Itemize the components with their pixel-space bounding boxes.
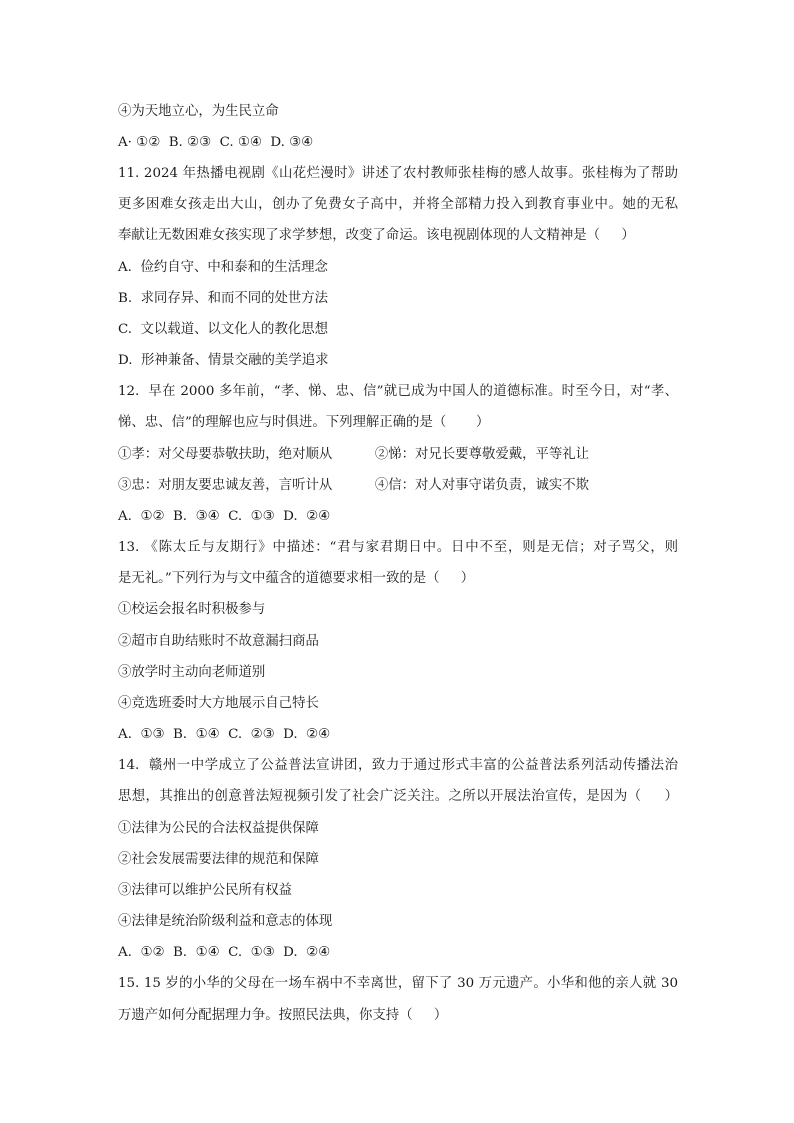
text-line-5: 奉献让无数困难女孩实现了求学梦想，改变了命运。该电视剧体现的人文精神是（ ）	[118, 228, 635, 243]
text-line-17: ①校运会报名时积极参与	[118, 602, 266, 617]
text-line-6: A. 俭约自守、中和泰和的生活理念	[118, 260, 328, 275]
text-line-28: A. ①② B. ①④ C. ①③ D. ②④	[118, 945, 331, 960]
text-line-26: ③法律可以维护公民所有权益	[118, 883, 293, 898]
text-line-21: A. ①③ B. ①④ C. ②③ D. ②④	[118, 727, 331, 742]
text-line-11: 悌、忠、信”的理解也应与时俱进。下列理解正确的是（ ）	[118, 415, 490, 430]
text-line-20: ④竞选班委时大方地展示自己特长	[118, 696, 319, 711]
text-line-19: ③放学时主动向老师道别	[118, 665, 266, 680]
text-line-1: ④为天地立心，为生民立命	[118, 104, 279, 119]
text-line-23: 思想，其推出的创意普法短视频引发了社会广泛关注。之所以开展法治宣传，是因为（ ）	[118, 789, 678, 804]
text-line-27: ④法律是统治阶级利益和意志的体现	[118, 914, 333, 929]
text-line-16: 是无礼。”下列行为与文中蕴含的道德要求相一致的是（ ）	[118, 571, 475, 586]
text-line-12: ①孝：对父母要恭敬扶助，绝对顺从 ②悌：对兄长要尊敬爱戴，平等礼让	[118, 447, 590, 462]
text-line-18: ②超市自助结账时不故意漏扫商品	[118, 634, 319, 649]
text-line-8: C. 文以载道、以文化人的教化思想	[118, 322, 329, 337]
text-line-3: 11. 2024 年热播电视剧《山花烂漫时》讲述了农村教师张桂梅的感人故事。张桂梅为了帮助	[118, 166, 678, 181]
text-line-7: B. 求同存异、和而不同的处世方法	[118, 291, 329, 306]
text-line-4: 更多困难女孩走出大山，创办了免费女子高中，并将全部精力投入到教育事业中。她的无私	[118, 197, 678, 212]
text-line-30: 万遗产如何分配据理力争。按照民法典，你支持（ ）	[118, 1008, 448, 1023]
text-line-29: 15. 15 岁的小华的父母在一场车祸中不幸离世，留下了 30 万元遗产。小华和他的亲人就 30	[118, 976, 678, 991]
text-line-24: ①法律为公民的合法权益提供保障	[118, 821, 319, 836]
text-line-2: A· ①② B. ②③ C. ①④ D. ③④	[118, 135, 314, 150]
text-line-13: ③忠：对朋友要忠诚友善，言听计从 ④信：对人对事守诺负责，诚实不欺	[118, 478, 590, 493]
text-line-15: 13. 《陈太丘与友期行》中描述：“君与家君期日中。日中不至，则是无信；对子骂父，则	[118, 540, 678, 555]
text-line-10: 12. 早在 2000 多年前，“孝、悌、忠、信”就已成为中国人的道德标准。时至今日，对“孝、	[118, 384, 678, 399]
text-line-9: D. 形神兼备、情景交融的美学追求	[118, 353, 329, 368]
text-line-22: 14. 赣州一中学成立了公益普法宣讲团，致力于通过形式丰富的公益普法系列活动传播法治	[118, 758, 678, 773]
text-line-25: ②社会发展需要法律的规范和保障	[118, 852, 319, 867]
text-line-14: A. ①② B. ③④ C. ①③ D. ②④	[118, 509, 331, 524]
